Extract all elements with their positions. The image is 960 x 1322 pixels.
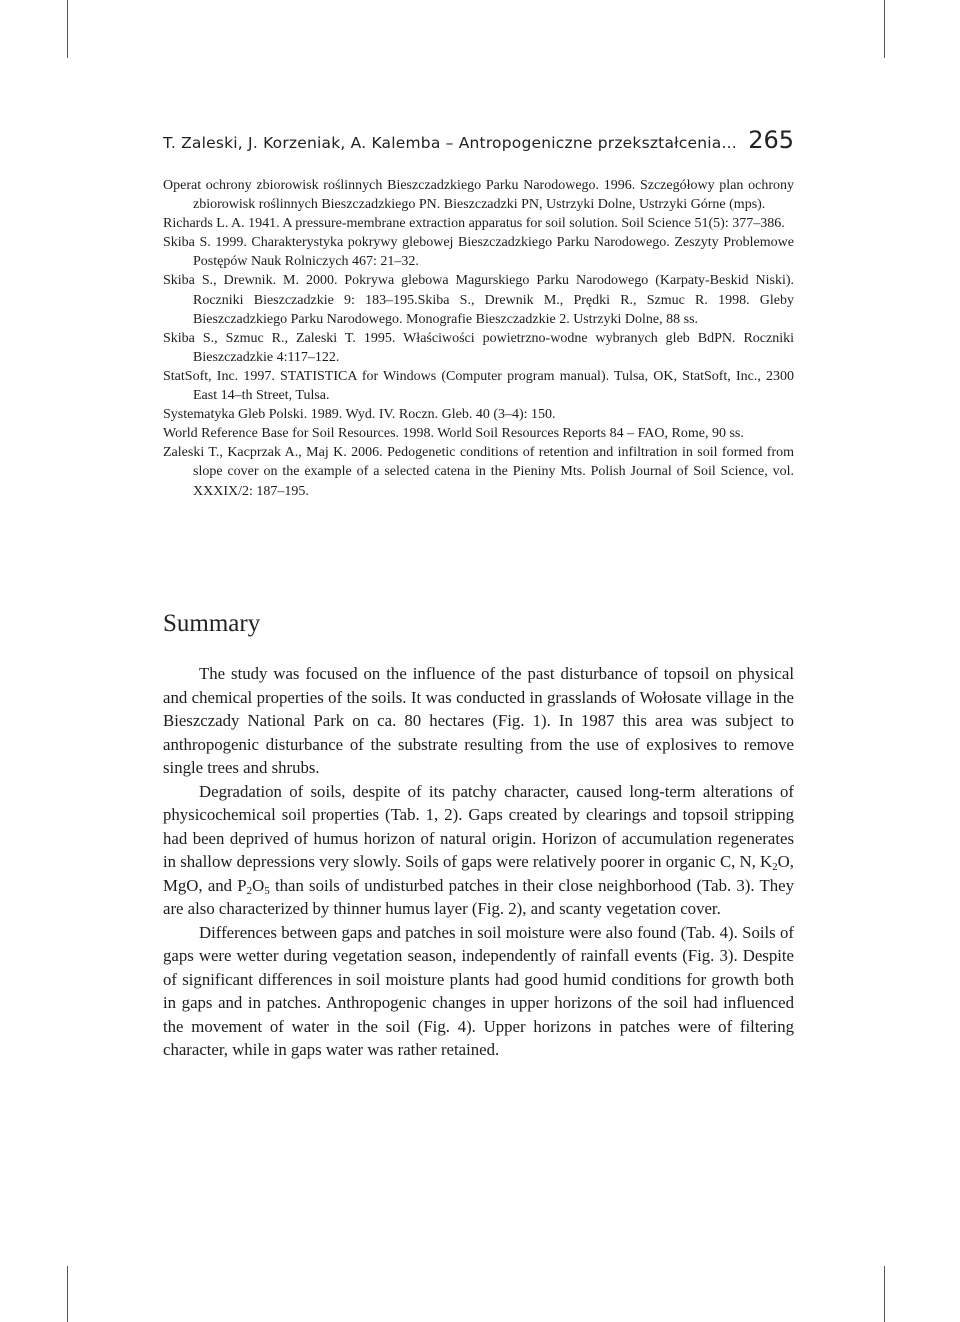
crop-mark-bottom-right [884, 1266, 885, 1322]
subscript: 2 [246, 884, 253, 897]
summary-body [163, 662, 794, 1062]
summary-paragraph [163, 780, 794, 921]
crop-mark-top-right [884, 0, 885, 58]
reference-item: Skiba S. 1999. Charakterystyka pokrywy glebowej Bieszczadzkiego Parku Narodowego. Zeszyty Problemowe Postępów Nauk Rolniczych 467: 21–32. [163, 235, 794, 270]
page-number: 265 [748, 126, 794, 154]
summary-text: O, MgO, and P [163, 852, 794, 895]
summary-text: than soils of undisturbed patches in their close neighborhood (Tab. 3). They are also characterized by thinner humus layer (Fig. 2), and scanty vegetation cover. [163, 875, 794, 918]
reference-item: Zaleski T., Kacprzak A., Maj K. 2006. Pedogenetic conditions of retention and infiltration in soil formed from slope cover on the example of a selected catena in the Pieniny Mts. Polish Journal of Soil Science, vol. XXXIX/2: 187–195. [163, 445, 794, 499]
running-title: T. Zaleski, J. Korzeniak, A. Kalemba – Antropogeniczne przekształcenia... [163, 134, 737, 152]
summary-text: O [252, 875, 265, 895]
summary-heading: Summary [163, 610, 261, 637]
subscript: 5 [264, 884, 270, 897]
reference-item: World Reference Base for Soil Resources. 1998. World Soil Resources Reports 84 – FAO, Rome, 90 ss. [163, 426, 744, 442]
reference-item: StatSoft, Inc. 1997. STATISTICA for Windows (Computer program manual). Tulsa, OK, StatSoft, Inc., 2300 East 14–th Street, Tulsa. [163, 368, 794, 404]
summary-text: Degradation of soils, despite of its patchy character, caused long-term alterations of physicochemical soil properties (Tab. 1, 2). Gaps created by clearings and topsoil stripping had been deprived of humus horizon of natural origin. Horizon of accumulation regenerates in shallow depressions very slowly. Soils of gaps were relatively poorer in organic C, N, K [163, 781, 794, 871]
subscript: 2 [772, 861, 778, 873]
reference-item: Skiba S., Drewnik. M. 2000. Pokrywa glebowa Magurskiego Parku Narodowego (Karpaty-Beskid Niski). Roczniki Bieszczadzkie 9: 183–195.Skiba S., Drewnik M., Prędki R., Szmuc R. 1998. Gleby Bieszczadzkiego Parku Narodowego. Monografie Bieszczadzkie 2. Ustrzyki Dolne, 88 ss. [163, 273, 794, 327]
reference-item: Operat ochrony zbiorowisk roślinnych Bieszczadzkiego Parku Narodowego. 1996. Szczegółowy plan ochrony zbiorowisk roślinnych Bieszczadzkiego PN. Bieszczadzki PN, Ustrzyki Dolne, Ustrzyki Górne (mps). [163, 178, 794, 213]
summary-paragraph: Differences between gaps and patches in soil moisture were also found (Tab. 4). Soils of gaps were wetter during vegetation season, independently of rainfall events (Fig. 3). Despite of significant differences in soil moisture plants had good humid conditions for growth both in gaps and in patches. Anthropogenic changes in upper horizons of the soil had influenced the movement of water in the soil (Fig. 4). Upper horizons in patches were of filtering character, while in gaps water was rather retained. [163, 922, 794, 1059]
reference-list [163, 176, 794, 501]
summary-paragraph: The study was focused on the influence of the past disturbance of topsoil on physical and chemical properties of the soils. It was conducted in grasslands of Wołosate village in the Bieszczady National Park on ca. 80 hectares (Fig. 1). In 1987 this area was subject to anthropogenic disturbance of the substrate resulting from the use of explosives to remove single trees and shrubs. [163, 664, 794, 777]
reference-item: Richards L. A. 1941. A pressure-membrane extraction apparatus for soil solution. Soil Science 51(5): 377–386. [163, 216, 785, 232]
crop-mark-bottom-left [67, 1266, 68, 1322]
page-header [163, 122, 794, 158]
reference-item: Systematyka Gleb Polski. 1989. Wyd. IV. Roczn. Gleb. 40 (3–4): 150. [163, 407, 556, 423]
reference-item: Skiba S., Szmuc R., Zaleski T. 1995. Właściwości powietrzno-wodne wybranych gleb BdPN. Roczniki Bieszczadzkie 4:117–122. [163, 330, 794, 365]
crop-mark-top-left [67, 0, 68, 58]
